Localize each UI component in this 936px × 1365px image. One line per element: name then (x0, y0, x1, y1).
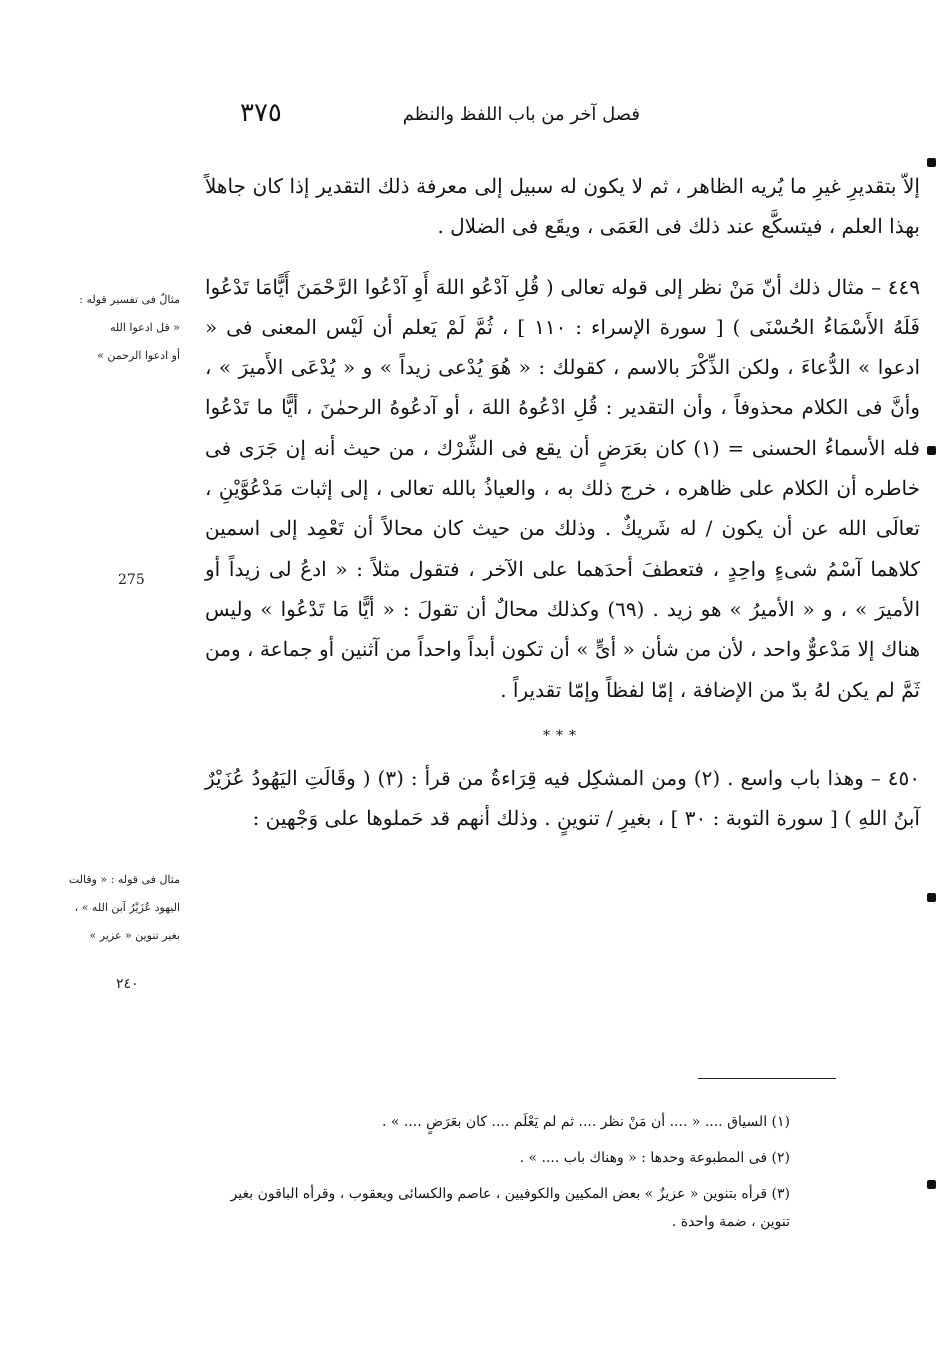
footnote-1: (١) السياق .... « .... أن مَنْ نظر .... ثم لم يَعْلَم .... كان بعَرَضٍ .... » . (381, 1114, 790, 1130)
page-number: ٣٧٥ (240, 98, 282, 128)
edge-mark (927, 158, 936, 167)
edge-mark (927, 893, 936, 902)
margin-note-line: مثالٌ فى تفسير قوله : (79, 293, 180, 306)
edge-mark (927, 446, 936, 455)
footnotes (205, 1108, 790, 1244)
running-title: فصل آخر من باب اللفظ والنظم (402, 104, 640, 125)
margin-note-line: مثال فى قوله : « وقالت (68, 873, 180, 886)
edge-mark (927, 1180, 936, 1189)
margin-note-line: اليهود عُزَيْرُ آبن الله » ، (74, 901, 180, 914)
margin-note-450 (40, 866, 180, 950)
main-text (205, 166, 920, 838)
page-reference-240: ٢٤٠ (116, 976, 139, 992)
margin-note-line: أو ادعوا الرحمن » (97, 349, 180, 362)
page-header (240, 98, 640, 134)
page-reference-275: 275 (118, 572, 145, 588)
margin-note-line: « قل ادعوا الله (109, 321, 180, 334)
margin-note-449 (62, 286, 180, 370)
paragraph-gap (205, 247, 920, 267)
footnote-divider (698, 1078, 836, 1079)
margin-note-line: بغير تنوين « عزير » (89, 929, 180, 942)
paragraph-1: إلاّ بتقديرِ غيرِ ما يُريه الظاهر ، ثم لا يكون له سبيل إلى معرفة ذلك التقدير إذا كان جاهلاً بهذا العلم ، فيتسكَّع عند ذلك فى العَمَى ، ويقَع فى الضلال . (205, 174, 920, 239)
footnote-3: (٣) قرأه بتنوين « عزيزٌ » بعض المكيين والكوفيين ، عاصم والكسائى ويعقوب ، وقرأه الباقون بغير تنوين ، ضمة واحدة . (230, 1186, 790, 1230)
paragraph-449: ٤٤٩ – مثال ذلك أنّ مَنْ نظر إلى قوله تعالى ( قُلِ آدْعُو اللهَ أَوِ آدْعُوا الرَّحْمَنَ أَيًّامَا تَدْعُوا فَلَهُ الأَسْمَاءُ الحُسْنَى ) [ سورة الإسراء : ١١٠ ] ، ثُمَّ لَمْ يَعلم أن لَيْس المعنى فى « ادعوا » الدُّعاءَ ، ولكن الذِّكْرَ بالاسم ، كقولك : « هُوَ يُدْعى زيداً » و « يُدْعَى الأَميرَ » ، وأنَّ فى الكلام محذوفاً ، وأن التقدير : قُلِ ادْعُوهُ اللهَ ، أو آدعُوهُ الرحمٰنَ ، أيًّا ما تَدْعُوا فله الأسماءُ الحسنى = (١) كان بعَرَضٍ أن يقع فى الشِّرْك ، من حيث أنه إن جَرَى فى خاطره أن الكلام على ظاهره ، خرج ذلك به ، والعياذُ بالله تعالى ، إلى إثبات مَدْعُوَّيْنِ ، تعالَى الله عن أن يكون / له شَريكٌ . وذلك من حيث كان محالاً أن تَعْمِد إلى اسمين كلاهما آسْمُ شىءٍ واحِدٍ ، فتعطفَ أحدَهما على الآخر ، فتقول مثلاً : « ادعُ لى زيداً أو الأميرَ » ، و « الأميرُ » هو زيد . (٦٩) وكذلك محالٌ أن تقولَ : « أيًّا مَا تَدْعُوا » وليس هناك إلا مَدْعوٌّ واحد ، لأن من شأن « أىٍّ » أن تكون أبداً واحداً من آثنين أو جماعة ، ومن ثَمَّ لم يكن لهُ بدّ من الإضافة ، إمّا لفظاً وإمّا تقديراً . (205, 274, 920, 702)
section-separator: *** (543, 727, 582, 744)
paragraph-450: ٤٥٠ – وهذا باب واسع . (٢) ومن المشكِل فيه قِرَاءةُ من قرأ : (٣) ( وقَالَتِ اليَهُودُ عُزَيْرٌ آبنُ اللهِ ) [ سورة التوبة : ٣٠ ] ، بغيرِ / تنوينٍ . وذلك أنهم قد حَملوها على وَجْهين : (205, 765, 920, 831)
footnote-2: (٢) فى المطبوعة وحدها : « وهناك باب .... » . (519, 1150, 790, 1166)
